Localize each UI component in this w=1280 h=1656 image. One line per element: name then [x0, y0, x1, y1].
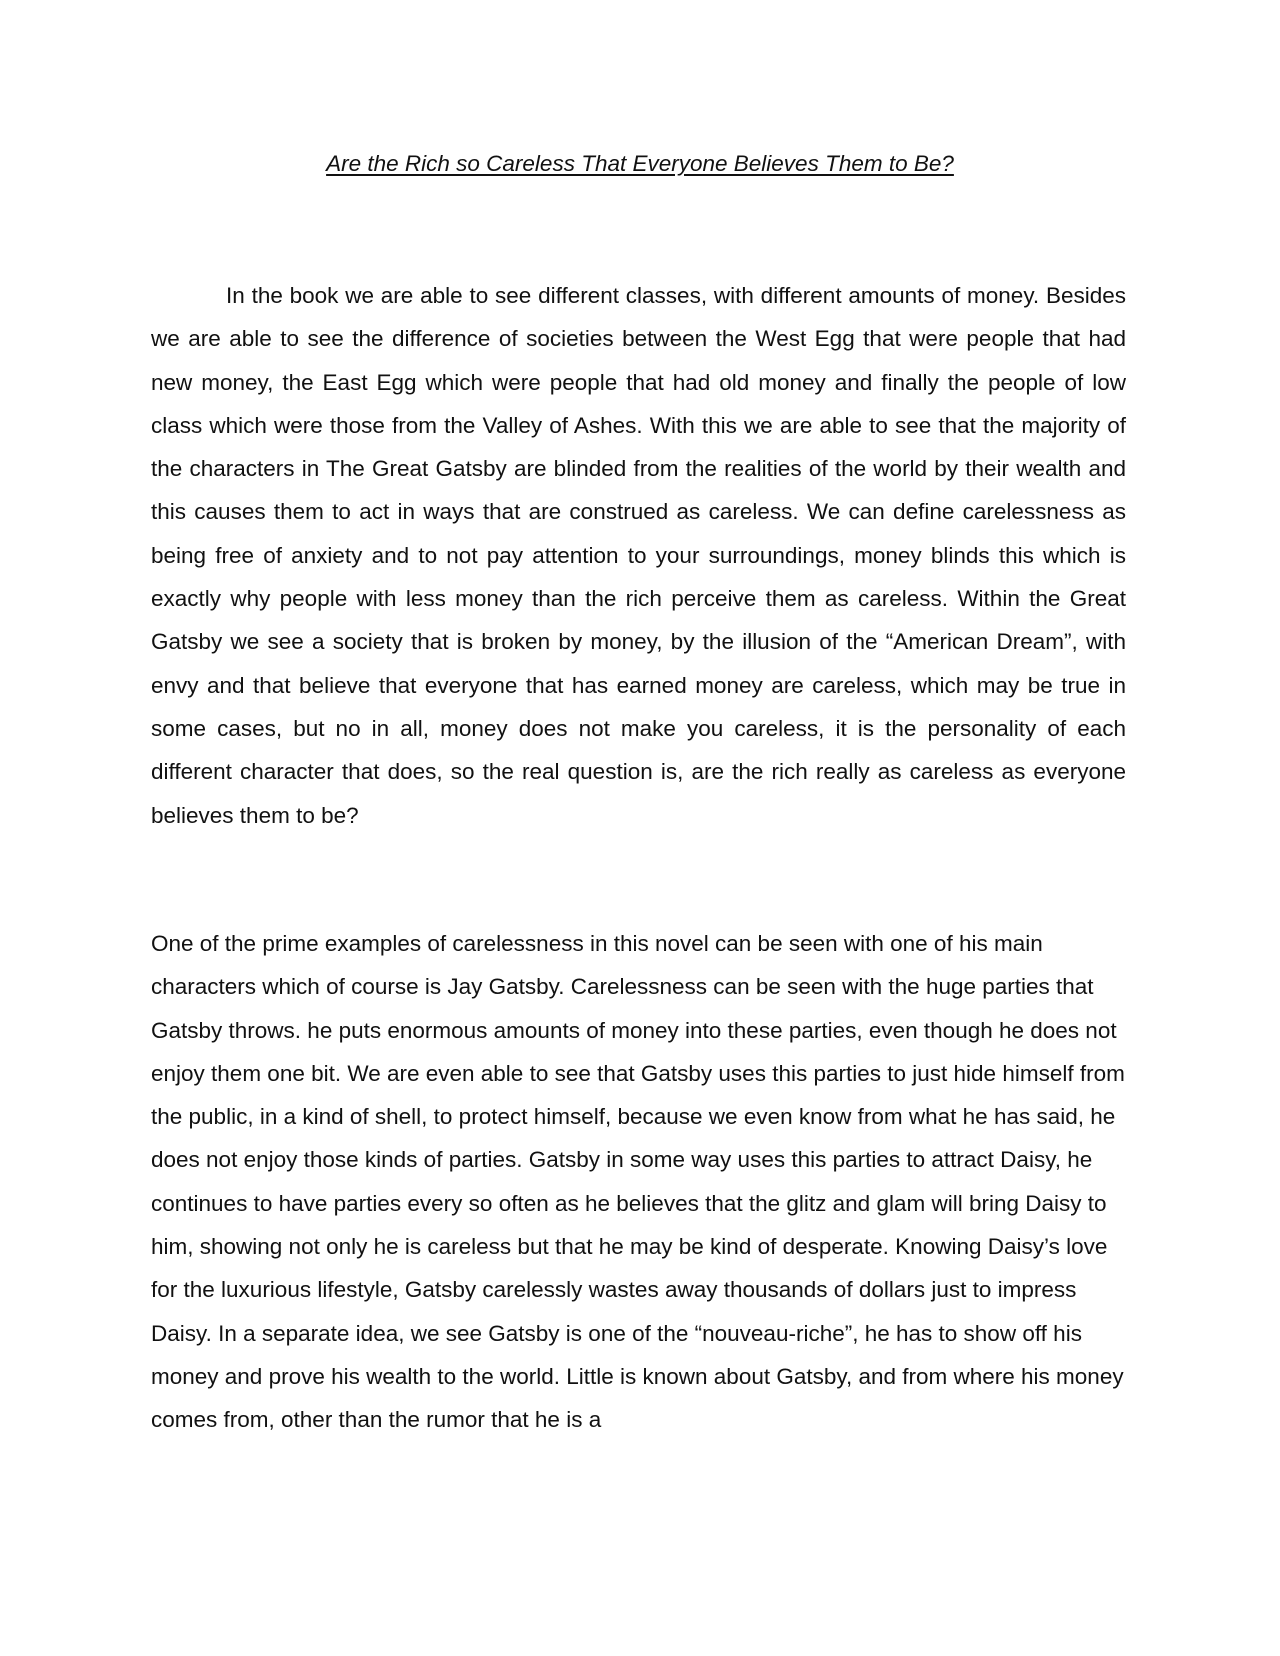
paragraph-1: In the book we are able to see different classes, with different amounts of money. Besides we are able to see the difference of societies between the West Egg that were people that had new money, the East Egg which were people that had old money and finally the people of low class which were those from the Valley of Ashes. With this we are able to see that the majority of the characters in The Great Gatsby are blinded from the realities of the world by their wealth and this causes them to act in ways that are construed as careless. We can define carelessness as being free of anxiety and to not pay attention to your surroundings, money blinds this which is exactly why people with less money than the rich perceive them as careless. Within the Great Gatsby we see a society that is broken by money, by the illusion of the “American Dream”, with envy and that believe that everyone that has earned money are careless, which may be true in some cases, but no in all, money does not make you careless, it is the personality of each different character that does, so the real question is, are the rich really as careless as everyone believes them to be? — [151, 283, 1126, 828]
essay-title: Are the Rich so Careless That Everyone Believes Them to Be? — [326, 151, 954, 176]
paragraph-2: One of the prime examples of carelessness in this novel can be seen with one of his main characters which of course is Jay Gatsby. Carelessness can be seen with the huge parties that Gatsby throws. he puts enormous amounts of money into these parties, even though he does not enjoy them one bit. We are even able to see that Gatsby uses this parties to just hide himself from the public, in a kind of shell, to protect himself, because we even know from what he has said, he does not enjoy those kinds of parties. Gatsby in some way uses this parties to attract Daisy, he continues to have parties every so often as he believes that the glitz and glam will bring Daisy to him, showing not only he is careless but that he may be kind of desperate. Knowing Daisy’s love for the luxurious lifestyle, Gatsby carelessly wastes away thousands of dollars just to impress Daisy. In a separate idea, we see Gatsby is one of the “nouveau-riche”, he has to show off his money and prove his wealth to the world. Little is known about Gatsby, and from where his money comes from, other than the rumor that he is a — [151, 931, 1125, 1433]
